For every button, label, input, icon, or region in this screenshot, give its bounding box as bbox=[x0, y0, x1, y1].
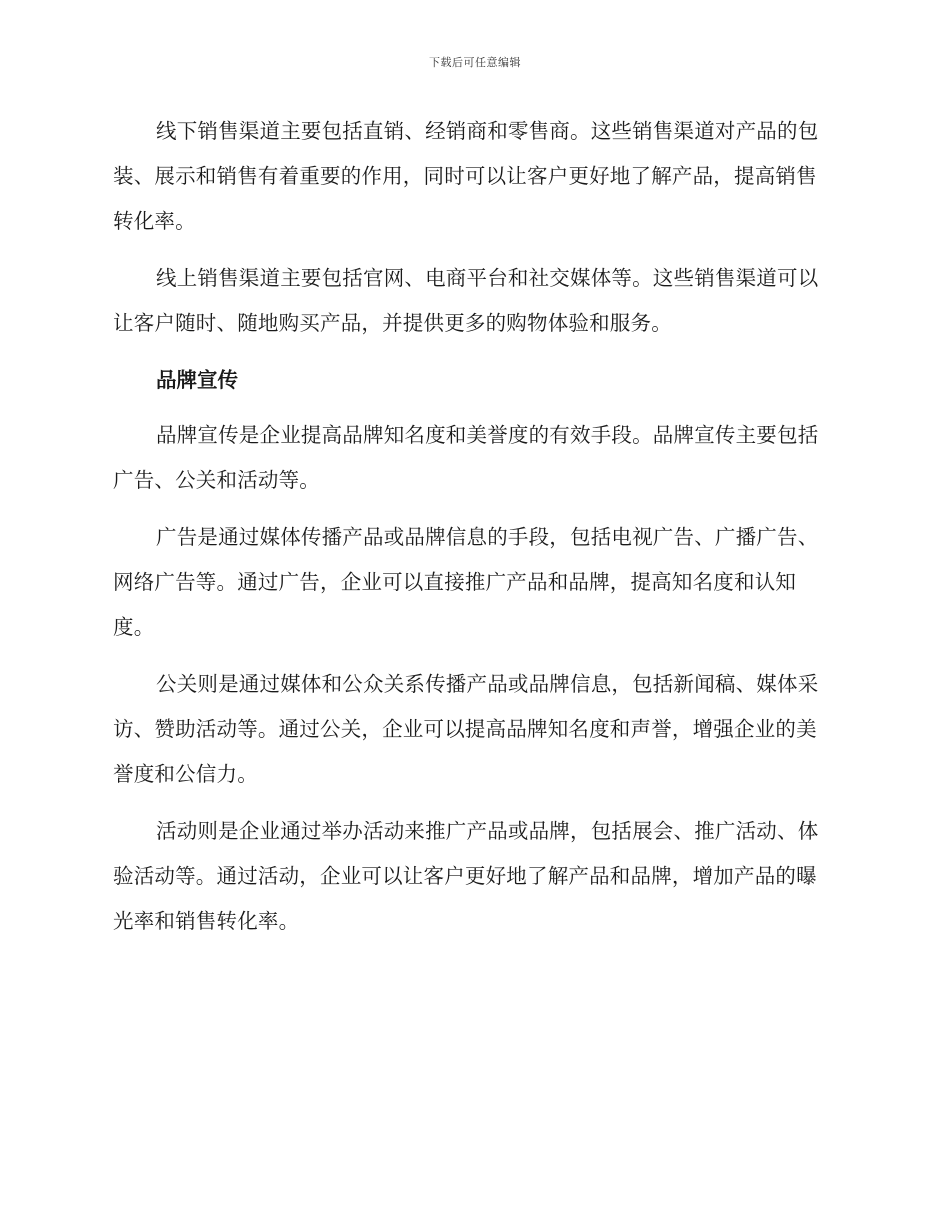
page-header-note: 下载后可任意编辑 bbox=[429, 56, 521, 69]
document-body bbox=[113, 109, 833, 956]
paragraph-public-relations: 公关则是通过媒体和公众关系传播产品或品牌信息，包括新闻稿、媒体采访、赞助活动等。通过公关，企业可以提高品牌知名度和声誉，增强企业的美誉度和公信力。 bbox=[113, 672, 819, 786]
section-heading-brand-promotion: 品牌宣传 bbox=[156, 368, 238, 392]
paragraph-offline-channels: 线下销售渠道主要包括直销、经销商和零售商。这些销售渠道对产品的包装、展示和销售有着重要的作用，同时可以让客户更好地了解产品，提高销售转化率。 bbox=[113, 119, 819, 233]
paragraph-brand-promotion: 品牌宣传是企业提高品牌知名度和美誉度的有效手段。品牌宣传主要包括广告、公关和活动等。 bbox=[113, 423, 819, 492]
paragraph-advertising: 广告是通过媒体传播产品或品牌信息的手段，包括电视广告、广播广告、网络广告等。通过广告，企业可以直接推广产品和品牌，提高知名度和认知度。 bbox=[113, 525, 819, 639]
paragraph-online-channels: 线上销售渠道主要包括官网、电商平台和社交媒体等。这些销售渠道可以让客户随时、随地购买产品，并提供更多的购物体验和服务。 bbox=[113, 266, 819, 335]
paragraph-events: 活动则是企业通过举办活动来推广产品或品牌，包括展会、推广活动、体验活动等。通过活动，企业可以让客户更好地了解产品和品牌，增加产品的曝光率和销售转化率。 bbox=[113, 819, 819, 933]
